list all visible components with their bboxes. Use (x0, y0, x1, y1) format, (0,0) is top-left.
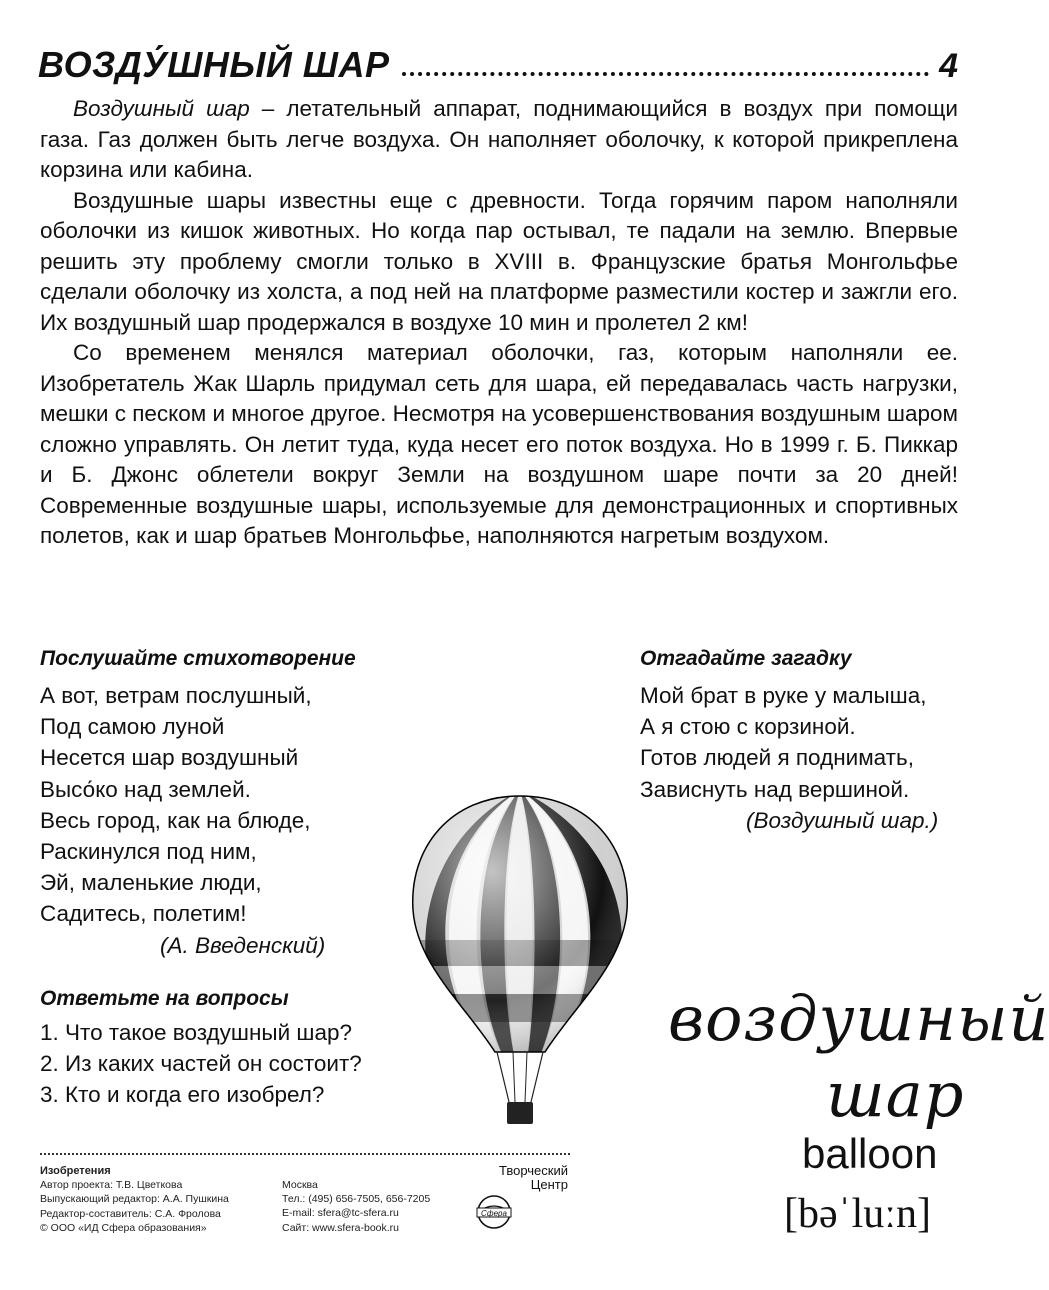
publisher-logo-text (468, 1164, 568, 1192)
article-paragraph-1 (40, 94, 958, 186)
riddle-line: Зависнуть над вершиной. (640, 776, 910, 802)
riddle-line: А я стою с корзиной. (640, 714, 856, 740)
cursive-word-1: воздушный (668, 982, 1049, 1055)
footer-credit-line: Выпускающий редактор: А.А. Пушкина (40, 1193, 229, 1206)
article-term: Воздушный шар (73, 96, 250, 121)
footer-contacts (282, 1178, 430, 1235)
page-number: 4 (939, 47, 958, 85)
poem-line: Высо́ко над землей. (40, 776, 251, 802)
logo-word: Сфера (481, 1209, 507, 1218)
poem-line: Весь город, как на блюде, (40, 807, 311, 833)
footer-contact-line: Москва (282, 1179, 318, 1191)
questions (40, 1017, 362, 1111)
footer-contact-line: E-mail: sfera@tc-sfera.ru (282, 1207, 399, 1220)
page-title: ВОЗДУ́ШНЫЙ ШАР (38, 44, 390, 85)
riddle-answer: (Воздушный шар.) (746, 807, 939, 833)
riddle (640, 680, 938, 836)
sfera-logo-icon (470, 1190, 530, 1230)
riddle-line: Мой брат в руке у малыша, (640, 683, 927, 708)
title-leader-dots (402, 72, 930, 76)
cursive-word-2: шар (826, 1058, 965, 1131)
question-item: 2. Из каких частей он состоит? (40, 1051, 362, 1077)
poem-line: Несется шар воздушный (40, 745, 299, 771)
transcription: [bəˈluːn] (784, 1191, 931, 1237)
article (40, 94, 958, 552)
riddle-line: Готов людей я поднимать, (640, 745, 914, 771)
poem-line: Эй, маленькие люди, (40, 870, 262, 896)
question-item: 3. Кто и когда его изобрел? (40, 1082, 325, 1108)
poem-heading: Послушайте стихотворение (40, 647, 356, 670)
poem-line: А вот, ветрам послушный, (40, 683, 312, 708)
balloon-icon (405, 790, 635, 1130)
hot-air-balloon-illustration (405, 790, 635, 1130)
poem (40, 680, 325, 961)
poem-line: Под самою луной (40, 714, 225, 740)
english-word: balloon (802, 1130, 938, 1177)
footer-credit-line: © ООО «ИД Сфера образования» (40, 1221, 207, 1234)
footer-credit-line: Автор проекта: Т.В. Цветкова (40, 1179, 183, 1192)
logo-line-1: Творческий (498, 1163, 568, 1178)
footer-series: Изобретения (40, 1165, 111, 1177)
title-row (38, 36, 958, 86)
poem-author: (А. Введенский) (160, 932, 326, 958)
riddle-heading: Отгадайте загадку (640, 647, 852, 670)
footer-contact-line: Тел.: (495) 656-7505, 656-7205 (282, 1193, 431, 1206)
footer-contact-line: Сайт: www.sfera-book.ru (282, 1221, 399, 1234)
poem-line: Раскинулся под ним, (40, 838, 257, 864)
footer-credit-line: Редактор-составитель: С.А. Фролова (40, 1207, 221, 1220)
logo-line-2: Центр (530, 1177, 568, 1192)
article-paragraph-2: Воздушные шары известны еще с древности. Тогда горячим паром наполняли оболочки из кишок животных. Но когда пар остывал, те падали на землю. Впервые решить эту проблему смогли только в XVIII в. Французские братья Монгольфье сделали оболочку из холста, а под ней на платформе разместили костер и зажгли его. Их воздушный шар продержался в воздухе 10 мин и пролетел 2 км! (40, 187, 958, 335)
question-item: 1. Что такое воздушный шар? (40, 1020, 352, 1045)
footer-credits (40, 1164, 229, 1235)
poem-line: Садитесь, полетим! (40, 901, 247, 927)
article-p1-text: – летательный аппарат, поднимающийся в воздух при помощи газа. Газ должен быть легче воздуха. Он наполняет оболочку, к которой прикреплена корзина или кабина. (40, 96, 958, 182)
questions-heading: Ответьте на вопросы (40, 987, 289, 1010)
article-paragraph-3: Со временем менялся материал оболочки, газ, которым наполняли ее. Изобретатель Жак Шарль придумал сеть для шара, ей передавалась часть нагрузки, мешки с песком и многое другое. Несмотря на усовершенствования воздушным шаром сложно управлять. Он летит туда, куда несет его поток воздуха. Но в 1999 г. Б. Пиккар и Б. Джонс облетели вокруг Земли на воздушном шаре почти за 20 дней! Современные воздушные шары, используемые для демонстрационных и спортивных полетов, как и шар братьев Монгольфье, наполняются нагретым воздухом. (40, 340, 958, 548)
footer-divider (40, 1153, 570, 1155)
